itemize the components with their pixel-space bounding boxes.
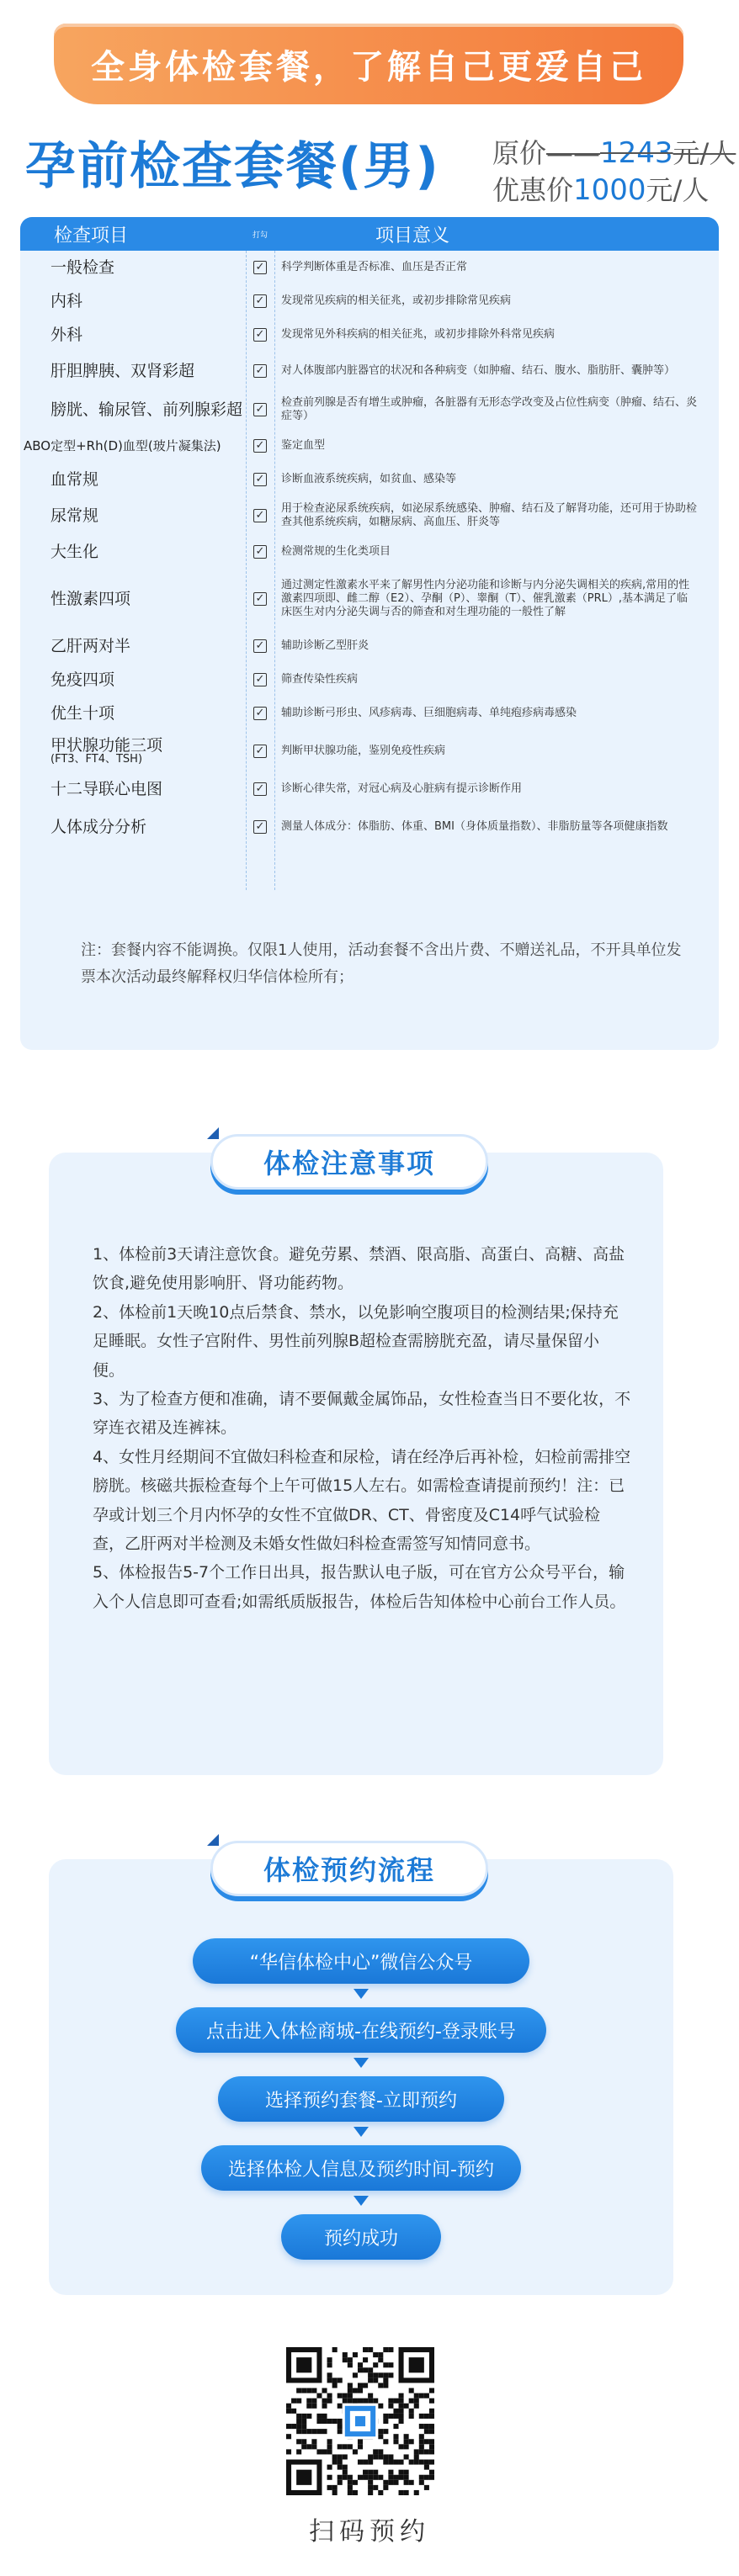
table-row <box>20 318 719 352</box>
mark-cell <box>246 473 274 486</box>
column-divider <box>274 251 275 890</box>
exam-item-meaning: 科学判断体重是否标准、血压是否正常 <box>281 261 468 273</box>
exam-item-meaning: 鉴定血型 <box>281 439 326 452</box>
checkbox-checked-icon: ✓ <box>253 820 267 834</box>
original-price-value: 1243 <box>600 136 673 170</box>
flow-step-3: 选择预约套餐-立即预约 <box>218 2076 504 2122</box>
exam-item-meaning: 检查前列腺是否有增生或肿瘤，各脏器有无形态学改变及占位性病变（肿瘤、结石、炎症等） <box>281 396 698 422</box>
qr-code-icon <box>286 2347 434 2495</box>
checkbox-checked-icon: ✓ <box>253 673 267 686</box>
table-row <box>20 806 719 848</box>
checkbox-checked-icon: ✓ <box>253 403 267 416</box>
notice-paragraph: 5、体检报告5-7个工作日出具，报告默认电子版，可在官方公众号平台，输入个人信息即可查看;如需纸质版报告，体检后告知体检中心前台工作人员。 <box>93 1563 626 1611</box>
arrow-down-icon <box>354 2127 369 2137</box>
price-box <box>492 135 736 209</box>
mark-cell <box>246 707 274 720</box>
exam-items-table <box>20 217 719 1050</box>
table-row <box>20 535 719 569</box>
notice-paragraph: 3、为了检查方便和准确，请不要佩戴金属饰品，女性检查当日不要化妆，不穿连衣裙及连裤袜。 <box>93 1390 631 1438</box>
checkbox-checked-icon: ✓ <box>253 707 267 720</box>
exam-item-meaning: 用于检查泌尿系统疾病，如泌尿系统感染、肿瘤、结石及了解肾功能，还可用于协助检查其他系统疾病，如糖尿病、高血压、肝炎等 <box>281 502 698 528</box>
table-row <box>20 730 719 772</box>
discount-price-value: 1000 <box>573 173 646 207</box>
discount-price-line <box>492 172 736 209</box>
header-mark: 打勾 <box>252 231 268 240</box>
checkbox-checked-icon: ✓ <box>253 364 267 378</box>
mark-cell <box>246 745 274 758</box>
exam-item-label: 一般检查 <box>51 258 115 277</box>
exam-item-name <box>20 543 246 560</box>
checkbox-checked-icon: ✓ <box>253 545 267 559</box>
mark-cell <box>246 545 274 559</box>
exam-item-label: 免疫四项 <box>51 671 115 689</box>
mark-cell <box>246 364 274 378</box>
checkbox-checked-icon: ✓ <box>253 639 267 653</box>
mark-cell <box>246 439 274 453</box>
pill-tab-left <box>207 1834 219 1846</box>
table-row <box>20 284 719 318</box>
exam-item-name <box>20 705 246 722</box>
checkbox-checked-icon: ✓ <box>253 592 267 606</box>
mark-cell <box>246 782 274 796</box>
checkbox-checked-icon: ✓ <box>253 473 267 486</box>
exam-item-name <box>20 638 246 655</box>
exam-item-label: 内科 <box>51 292 83 310</box>
original-price-label: 原价 <box>492 137 547 169</box>
exam-item-sublabel: (FT3、FT4、TSH) <box>51 753 143 766</box>
exam-item-meaning: 诊断心律失常，对冠心病及心脏病有提示诊断作用 <box>281 782 523 795</box>
exam-item-name <box>20 507 246 524</box>
exam-item-label: 优生十项 <box>51 704 115 723</box>
notice-paragraph: 1、体检前3天请注意饮食。避免劳累、禁酒、限高脂、高蛋白、高糖、高盐饮食,避免使用影响肝、肾功能药物。 <box>93 1245 625 1293</box>
exam-item-meaning: 对人体腹部内脏器官的状况和各种病变（如肿瘤、结石、腹水、脂肪肝、囊肿等） <box>281 364 676 377</box>
table-row <box>20 629 719 663</box>
table-row <box>20 390 719 429</box>
exam-item-meaning: 发现常见外科疾病的相关征兆，或初步排除外科常见疾病 <box>281 328 556 341</box>
arrow-down-icon <box>354 2058 369 2068</box>
discount-price-label: 优惠价 <box>492 174 574 206</box>
notice-title: 体检注意事项 <box>210 1134 488 1190</box>
exam-item-name <box>20 326 246 343</box>
exam-item-name <box>20 259 246 276</box>
exam-item-name <box>20 401 246 418</box>
promo-banner: 全身体检套餐，了解自己更爱自己 <box>54 24 683 104</box>
table-row <box>20 569 719 629</box>
original-price-line <box>492 135 736 172</box>
exam-item-label: 肝胆脾胰、双肾彩超 <box>51 362 195 380</box>
exam-item-meaning: 诊断血液系统疾病，如贫血、感染等 <box>281 473 457 485</box>
exam-item-label: 外科 <box>51 326 83 344</box>
checkbox-checked-icon: ✓ <box>253 439 267 453</box>
table-row <box>20 697 719 730</box>
exam-item-meaning: 筛查传染性疾病 <box>281 673 359 686</box>
exam-item-meaning: 发现常见疾病的相关征兆，或初步排除常见疾病 <box>281 294 512 307</box>
qr-caption: 扫码预约 <box>309 2517 430 2547</box>
table-row <box>20 352 719 390</box>
mark-cell <box>246 673 274 686</box>
exam-item-name <box>20 293 246 310</box>
exam-item-name <box>20 819 246 835</box>
exam-item-name <box>20 737 246 766</box>
exam-item-label: 人体成分分析 <box>51 818 147 836</box>
checkbox-checked-icon: ✓ <box>253 261 267 274</box>
exam-item-meaning: 测量人体成分：体脂肪、体重、BMI（身体质量指数）、非脂肪量等各项健康指数 <box>281 820 668 833</box>
mark-cell <box>246 509 274 522</box>
exam-item-label: 性激素四项 <box>51 590 131 608</box>
checkbox-checked-icon: ✓ <box>253 328 267 342</box>
original-price-unit: 元/人 <box>673 137 736 169</box>
notice-paragraph: 2、体检前1天晚10点后禁食、禁水，以免影响空腹项目的检测结果;保持充足睡眠。女性子宫附件、男性前列腺B超检查需膀胱充盈，请尽量保留小便。 <box>93 1302 619 1380</box>
mark-cell <box>246 639 274 653</box>
mark-cell <box>246 328 274 342</box>
table-header <box>20 217 719 251</box>
exam-item-name <box>20 591 246 607</box>
notice-paragraph: 4、女性月经期间不宜做妇科检查和尿检，请在经净后再补检，妇检前需排空膀胱。核磁共振检查每个上午可做15人左右。如需检查请提前预约！注：已孕或计划三个月内怀孕的女性不宜做DR、CT、骨密度及C14呼气试验检查，乙肝两对半检测及未婚女性做妇科检查需签写知情同意书。 <box>93 1447 631 1554</box>
flow-step-5: 预约成功 <box>281 2214 441 2260</box>
booking-flow-card <box>49 1854 673 2295</box>
table-row <box>20 463 719 496</box>
discount-price-unit: 元/人 <box>646 174 710 206</box>
flow-step-4: 选择体检人信息及预约时间-预约 <box>201 2145 521 2191</box>
arrow-down-icon <box>354 2196 369 2206</box>
table-body <box>20 251 719 848</box>
checkbox-checked-icon: ✓ <box>253 294 267 308</box>
exam-item-label: 血常规 <box>51 470 99 489</box>
checkbox-checked-icon: ✓ <box>253 782 267 796</box>
table-row <box>20 663 719 697</box>
exam-item-label: 乙肝两对半 <box>51 637 131 655</box>
exam-item-label: ABO定型+Rh(D)血型(玻片凝集法) <box>24 438 221 453</box>
exam-item-name <box>20 671 246 688</box>
checkbox-checked-icon: ✓ <box>253 509 267 522</box>
original-price-strike: ——1243元/人 <box>546 136 736 170</box>
exam-item-meaning: 辅助诊断弓形虫、风疹病毒、巨细胞病毒、单纯疱疹病毒感染 <box>281 707 577 719</box>
notice-card <box>49 1148 663 1775</box>
exam-item-label: 甲状腺功能三项 <box>51 736 163 755</box>
header-meaning: 项目意义 <box>375 225 450 246</box>
table-row <box>20 772 719 806</box>
exam-item-name <box>20 781 246 798</box>
flow-title: 体检预约流程 <box>210 1841 488 1896</box>
exam-item-label: 膀胱、输尿管、前列腺彩超 <box>51 400 243 419</box>
arrow-down-icon <box>354 1989 369 1999</box>
table-row <box>20 496 719 535</box>
mark-cell <box>246 592 274 606</box>
header-item: 检查项目 <box>54 225 129 246</box>
exam-item-label: 十二导联心电图 <box>51 780 163 798</box>
notice-text <box>93 1240 631 1616</box>
checkbox-checked-icon: ✓ <box>253 745 267 758</box>
exam-item-label: 大生化 <box>51 543 99 561</box>
flow-step-1: “华信体检中心”微信公众号 <box>193 1938 529 1984</box>
exam-item-meaning: 判断甲状腺功能，鉴别免疫性疾病 <box>281 745 446 757</box>
exam-item-label: 尿常规 <box>51 506 99 525</box>
mark-cell <box>246 294 274 308</box>
exam-item-name <box>20 363 246 379</box>
column-divider <box>246 251 247 890</box>
exam-item-meaning: 检测常规的生化类项目 <box>281 545 391 558</box>
package-title: 孕前检查套餐(男) <box>25 137 440 196</box>
exam-item-name <box>20 471 246 488</box>
mark-cell <box>246 261 274 274</box>
table-row <box>20 429 719 463</box>
mark-cell <box>246 403 274 416</box>
exam-item-name <box>20 437 246 454</box>
exam-item-meaning: 通过测定性激素水平来了解男性内分泌功能和诊断与内分泌失调相关的疾病,常用的性激素四项即、雌二醇（E2）、孕酮（P）、睾酮（T）、催乳激素（PRL）,基本满足了临床医生对内分泌失调与否的筛查和对生理功能的一般性了解 <box>281 579 690 618</box>
table-note: 注：套餐内容不能调换。仅限1人使用，活动套餐不含出片费、不赠送礼品，不开具单位发票本次活动最终解释权归华信体检所有； <box>81 941 682 986</box>
pill-tab-left <box>207 1127 219 1139</box>
exam-item-meaning: 辅助诊断乙型肝炎 <box>281 639 370 652</box>
table-row <box>20 251 719 284</box>
flow-step-2: 点击进入体检商城-在线预约-登录账号 <box>176 2007 546 2053</box>
mark-cell <box>246 820 274 834</box>
